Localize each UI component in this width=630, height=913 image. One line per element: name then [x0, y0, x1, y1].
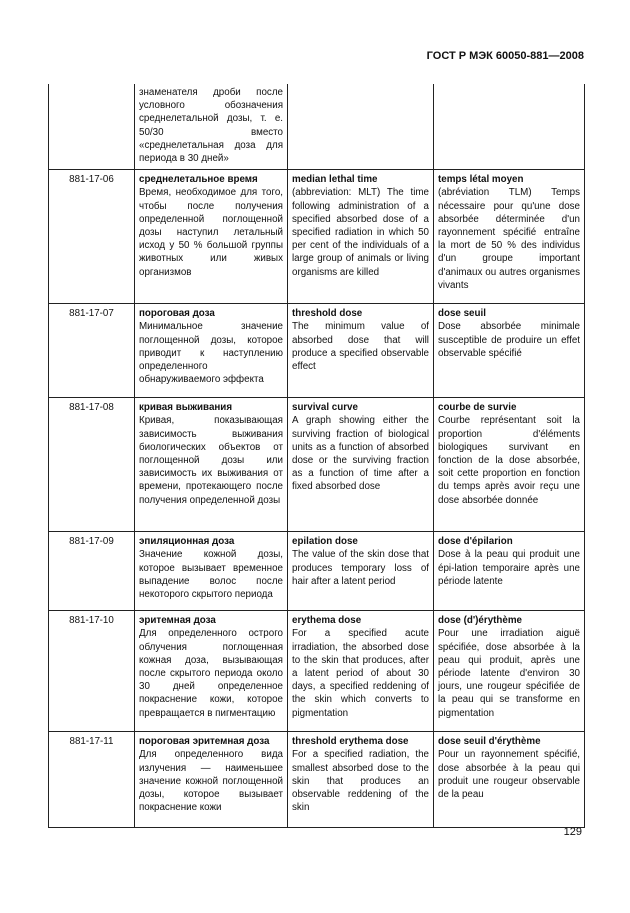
- fr-term: dose seuil: [438, 308, 486, 320]
- table-row: [49, 611, 585, 732]
- fr-term: temps létal moyen: [438, 174, 524, 186]
- fr-cell: [434, 732, 585, 828]
- ru-term: среднелетальное время: [139, 174, 258, 186]
- ru-cell: [135, 170, 288, 304]
- fr-cell: [434, 611, 585, 732]
- ru-cell: [135, 304, 288, 398]
- fr-definition: Pour un rayonnement spécifié, dose absorbée à la peau qui produit une rougeur observable de la peau: [438, 749, 580, 801]
- en-cell: [288, 398, 434, 532]
- en-cell: [288, 732, 434, 828]
- ru-term: эпиляционная доза: [139, 536, 235, 548]
- en-definition: For a specified radiation, the smallest absorbed dose to the skin that produces an observable reddening of the skin: [292, 749, 429, 814]
- fr-cell: [434, 398, 585, 532]
- ru-term: пороговая эритемная доза: [139, 736, 270, 748]
- ru-cell: [135, 532, 288, 611]
- ru-definition: Минимальное значение поглощенной дозы, которое приводит к наступлению определенного обнаруживаемого эффекта: [139, 321, 283, 386]
- en-definition: The minimum value of absorbed dose that will produce a specified observable effect: [292, 321, 429, 373]
- term-code: 881-17-11: [49, 732, 135, 828]
- ru-definition: Кривая, показывающая зависимость выживания биологических объектов от поглощенной дозы или зависимость их выживания от времени, протекающего после получения определенной дозы: [139, 415, 283, 506]
- page-number: 129: [563, 826, 582, 838]
- table-row: [49, 532, 585, 611]
- terminology-table: [48, 84, 585, 828]
- table-row: [49, 170, 585, 304]
- ru-cell: [135, 732, 288, 828]
- en-cell: [288, 611, 434, 732]
- ru-term: кривая выживания: [139, 402, 233, 414]
- en-term: erythema dose: [292, 615, 362, 627]
- term-code: 881-17-06: [49, 170, 135, 304]
- fr-cell: [434, 304, 585, 398]
- en-term: threshold dose: [292, 308, 363, 320]
- ru-term: пороговая доза: [139, 308, 215, 320]
- term-code: [49, 84, 135, 170]
- fr-definition: Pour une irradiation aiguë spécifiée, dose absorbée à la peau qui produit, après une période latente d'environ 30 jours, une rougeur spécifiée de la peau qui se transforme en pigmentation: [438, 628, 580, 719]
- ru-definition: Для определенного вида излучения — наименьшее значение кожной поглощенной дозы, которое вызывает покраснение кожи: [139, 749, 283, 814]
- fr-definition: (abréviation TLM) Temps nécessaire pour qu'une dose absorbée déterminée d'un rayonnement spécifié entraîne la mort de 50 % des individus d'un groupe important d'animaux ou autres organismes vivants: [438, 187, 580, 291]
- en-term: survival curve: [292, 402, 358, 414]
- en-term: epilation dose: [292, 536, 358, 548]
- en-term: threshold erythema dose: [292, 736, 409, 748]
- document-header: ГОСТ Р МЭК 60050-881—2008: [426, 50, 584, 62]
- ru-definition: знаменателя дроби после условного обозначения среднелетальной дозы, т. е. 50/30 вместо «среднелетальная доза для периода в 30 дней»: [135, 84, 288, 170]
- table-row: [49, 398, 585, 532]
- ru-definition: Для определенного острого облучения поглощенная кожная доза, вызывающая после скрытого периода около 30 дней определенное покраснение кожи, которое превращается в пигментацию: [139, 628, 283, 719]
- fr-cell: [434, 170, 585, 304]
- en-definition: (abbreviation: MLT) The time following administration of a specified absorbed dose of a specified radiation in which 50 per cent of the individuals of a large group of animals or living organisms are killed: [292, 187, 429, 278]
- en-definition: A graph showing either the surviving fraction of biological units as a function of absorbed dose or the surviving fraction as a function of time after a fixed absorbed dose: [292, 415, 429, 493]
- fr-term: courbe de survie: [438, 402, 517, 414]
- term-code: 881-17-08: [49, 398, 135, 532]
- ru-definition: Значение кожной дозы, которое вызывает временное выпадение волос после некоторого скрытого периода: [139, 549, 283, 601]
- en-definition: For a specified acute irradiation, the absorbed dose to the skin that produces, after a latent period of about 30 days, a specified reddening of the skin which converts to pigmentation: [292, 628, 429, 719]
- table-row: [49, 732, 585, 828]
- fr-term: dose d'épilarion: [438, 536, 513, 548]
- fr-definition: [434, 84, 585, 170]
- term-code: 881-17-09: [49, 532, 135, 611]
- fr-term: dose seuil d'érythème: [438, 736, 541, 748]
- en-cell: [288, 170, 434, 304]
- en-cell: [288, 304, 434, 398]
- en-definition: [288, 84, 434, 170]
- ru-definition: Время, необходимое для того, чтобы после получения определенной поглощенной дозы наступил летальный исход у 50 % большой группы животных или живых организмов: [139, 187, 283, 278]
- fr-definition: Courbe représentant soit la proportion d'éléments biologiques survivant en fonction de la dose absorbée, soit cette proportion en fonction du temps après avoir reçu une dose absorbée donnée: [438, 415, 580, 506]
- continuation-row: [49, 84, 585, 170]
- ru-term: эритемная доза: [139, 615, 216, 627]
- fr-definition: Dose à la peau qui produit une épi-lation temporaire après une période latente: [438, 549, 580, 587]
- en-cell: [288, 532, 434, 611]
- ru-cell: [135, 398, 288, 532]
- en-term: median lethal time: [292, 174, 378, 186]
- term-code: 881-17-07: [49, 304, 135, 398]
- term-code: 881-17-10: [49, 611, 135, 732]
- fr-definition: Dose absorbée minimale susceptible de produire un effet observable spécifié: [438, 321, 580, 359]
- fr-cell: [434, 532, 585, 611]
- en-definition: The value of the skin dose that produces temporary loss of hair after a latent period: [292, 549, 429, 587]
- table-row: [49, 304, 585, 398]
- ru-cell: [135, 611, 288, 732]
- fr-term: dose (d')érythème: [438, 615, 522, 627]
